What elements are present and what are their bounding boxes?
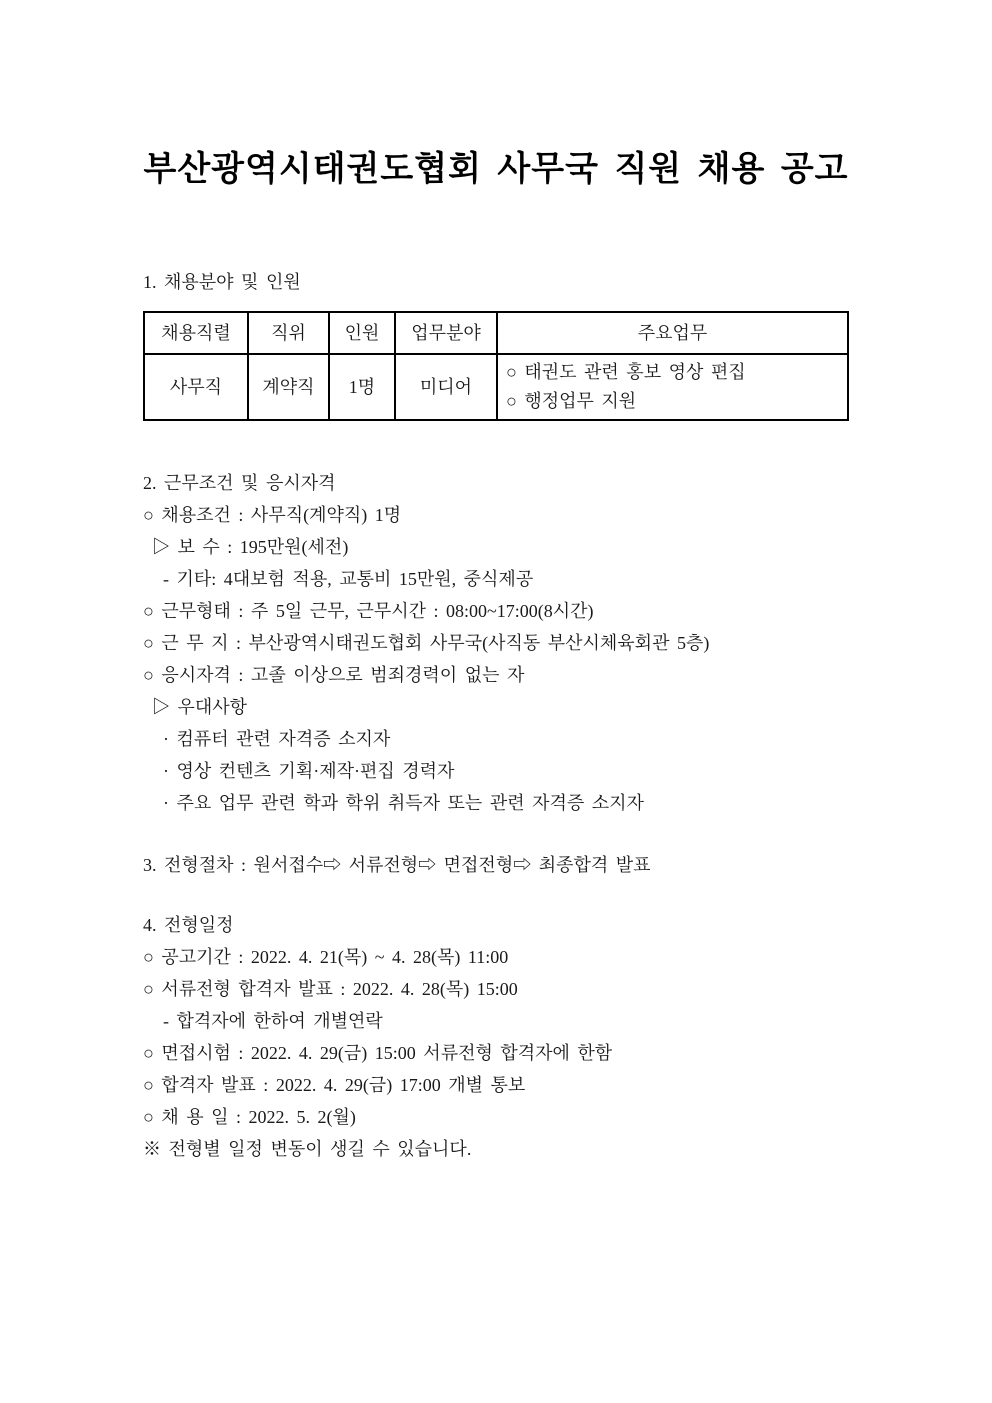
condition-line-eligibility: ○ 응시자격 : 고졸 이상으로 범죄경력이 없는 자 xyxy=(143,665,525,685)
section-2-heading: 2. 근무조건 및 응시자격 xyxy=(143,473,336,493)
header-headcount: 인원 xyxy=(329,312,395,354)
condition-line-work-type: ○ 근무형태 : 주 5일 근무, 근무시간 : 08:00~17:00(8시간) xyxy=(143,601,594,621)
duty-line: ○ 행정업무 지원 xyxy=(506,391,637,411)
preferred-item-video-experience: · 영상 컨텐츠 기획·제작·편집 경력자 xyxy=(163,761,455,781)
page-title: 부산광역시태권도협회 사무국 직원 채용 공고 xyxy=(143,151,849,188)
recruitment-table xyxy=(143,311,849,421)
cell-job-series: 사무직 xyxy=(144,354,248,420)
schedule-note: ※ 전형별 일정 변동이 생길 수 있습니다. xyxy=(143,1139,472,1159)
schedule-line-hire-date: ○ 채 용 일 : 2022. 5. 2(월) xyxy=(143,1107,356,1127)
cell-field: 미디어 xyxy=(395,354,497,420)
condition-line-hiring: ○ 채용조건 : 사무직(계약직) 1명 xyxy=(143,505,402,525)
table-header-row xyxy=(144,312,848,354)
document-body xyxy=(143,266,849,1165)
cell-main-duties xyxy=(497,354,848,420)
cell-headcount: 1명 xyxy=(329,354,395,420)
header-job-series: 채용직렬 xyxy=(144,312,248,354)
section-3-procedure-line: 3. 전형절차 : 원서접수⇨ 서류전형⇨ 면접전형⇨ 최종합격 발표 xyxy=(143,855,651,875)
condition-line-salary: ▷ 보 수 : 195만원(세전) xyxy=(152,537,349,557)
header-main-duties: 주요업무 xyxy=(497,312,848,354)
cell-position: 계약직 xyxy=(248,354,329,420)
header-position: 직위 xyxy=(248,312,329,354)
condition-line-workplace: ○ 근 무 지 : 부산광역시태권도협회 사무국(사직동 부산시체육회관 5층) xyxy=(143,633,710,653)
duty-line: ○ 태권도 관련 홍보 영상 편집 xyxy=(506,362,746,382)
condition-line-benefits: - 기타: 4대보험 적용, 교통비 15만원, 중식제공 xyxy=(163,569,534,589)
condition-line-preferred-heading: ▷ 우대사항 xyxy=(152,697,248,717)
schedule-line-final-result: ○ 합격자 발표 : 2022. 4. 29(금) 17:00 개별 통보 xyxy=(143,1075,526,1095)
preferred-item-computer-cert: · 컴퓨터 관련 자격증 소지자 xyxy=(163,729,391,749)
schedule-line-interview: ○ 면접시험 : 2022. 4. 29(금) 15:00 서류전형 합격자에 한함 xyxy=(143,1043,613,1063)
schedule-line-individual-contact: - 합격자에 한하여 개별연락 xyxy=(163,1011,383,1031)
section-1-heading: 1. 채용분야 및 인원 xyxy=(143,272,301,292)
schedule-line-notice-period: ○ 공고기간 : 2022. 4. 21(목) ~ 4. 28(목) 11:00 xyxy=(143,947,509,967)
section-4-heading: 4. 전형일정 xyxy=(143,915,234,935)
table-row xyxy=(144,354,848,420)
header-field: 업무분야 xyxy=(395,312,497,354)
schedule-line-document-result: ○ 서류전형 합격자 발표 : 2022. 4. 28(목) 15:00 xyxy=(143,979,518,999)
preferred-item-degree-cert: · 주요 업무 관련 학과 학위 취득자 또는 관련 자격증 소지자 xyxy=(163,793,644,813)
